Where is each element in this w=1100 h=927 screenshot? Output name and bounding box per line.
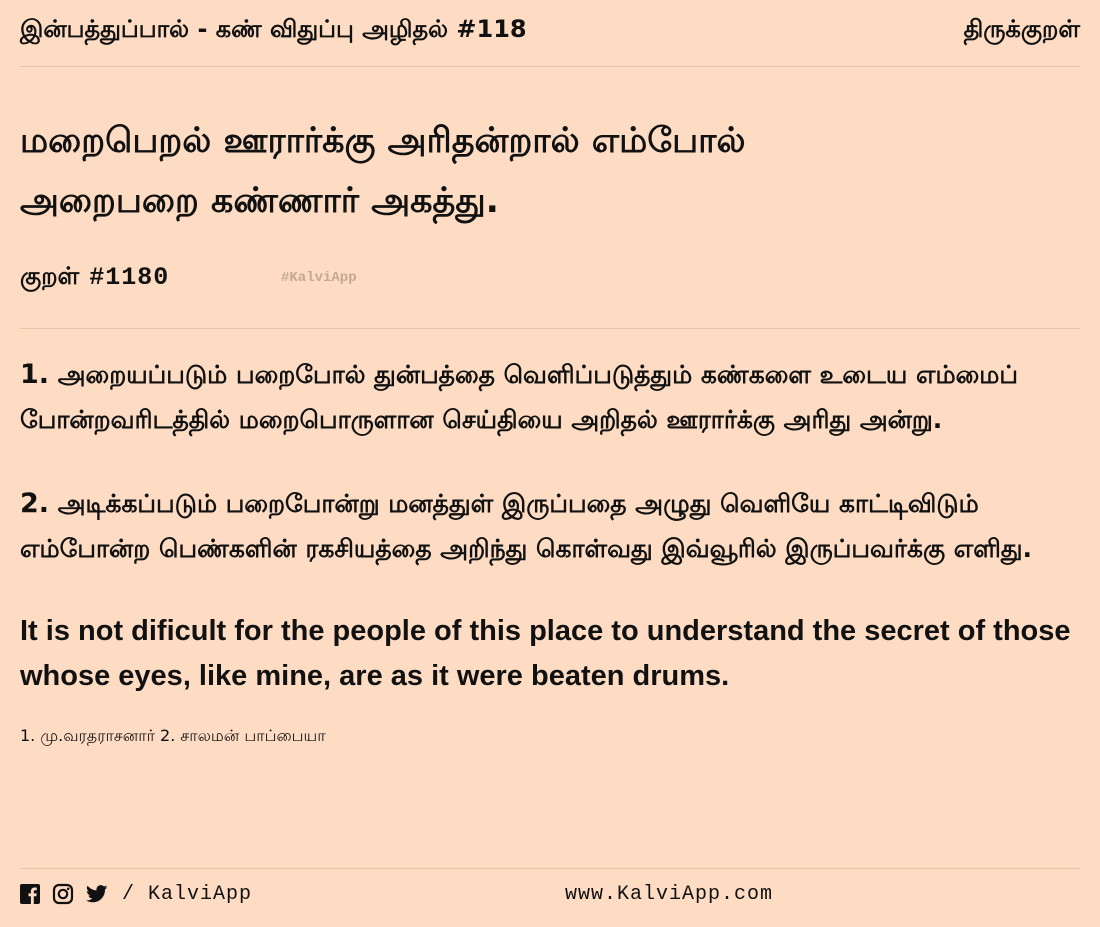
meaning-1 (20, 352, 1080, 442)
credits: 1. மு.வரதராசனார் 2. சாலமன் பாப்பையா (20, 726, 326, 745)
header (20, 0, 1080, 67)
kural-meta (20, 257, 1080, 297)
twitter-icon[interactable] (86, 885, 108, 903)
kural-number: #1180 (89, 262, 170, 292)
social-links (20, 883, 108, 905)
meaning-number: 1. (20, 359, 50, 390)
english-translation: It is not dificult for the people of this place to understand the secret of those whose eyes, like mine, are as it were beaten drums. (20, 615, 1071, 692)
verse-line-2: அறைபறை கண்ணார் அகத்து. (20, 181, 499, 221)
social-handle[interactable]: / KalviApp (122, 882, 253, 906)
kural-label: குறள் (20, 261, 80, 290)
meaning-2 (20, 481, 1080, 571)
footer (20, 868, 1080, 919)
chapter-title: இன்பத்துப்பால் - கண் விதுப்பு அழிதல் #118 (20, 14, 527, 43)
watermark: #KalviApp (281, 270, 357, 286)
website-link[interactable]: www.KalviApp.com (565, 882, 774, 906)
brand-title: திருக்குறள் (963, 14, 1080, 43)
meaning-text: அறையப்படும் பறைபோல் துன்பத்தை வெளிப்படுத்தும் கண்களை உடைய எம்மைப் போன்றவரிடத்தில் மறைபொருளான செய்தியை அறிதல் ஊரார்க்கு அரிது அன்று. (20, 360, 1019, 434)
verse-line-1: மறைபெறல் ஊரார்க்கு அரிதன்றால் எம்போல் (20, 121, 746, 161)
divider (20, 328, 1080, 329)
facebook-icon[interactable] (20, 884, 40, 904)
meaning-number: 2. (20, 488, 50, 519)
kural-verse (20, 111, 1080, 231)
page (20, 0, 1080, 927)
meaning-text: அடிக்கப்படும் பறைபோன்று மனத்துள் இருப்பதை அழுது வெளியே காட்டிவிடும் எம்போன்ற பெண்களின் ரகசியத்தை அறிந்து கொள்வது இவ்வூரில் இருப்பவர்க்கு எளிது. (20, 489, 1033, 563)
instagram-icon[interactable] (52, 883, 74, 905)
